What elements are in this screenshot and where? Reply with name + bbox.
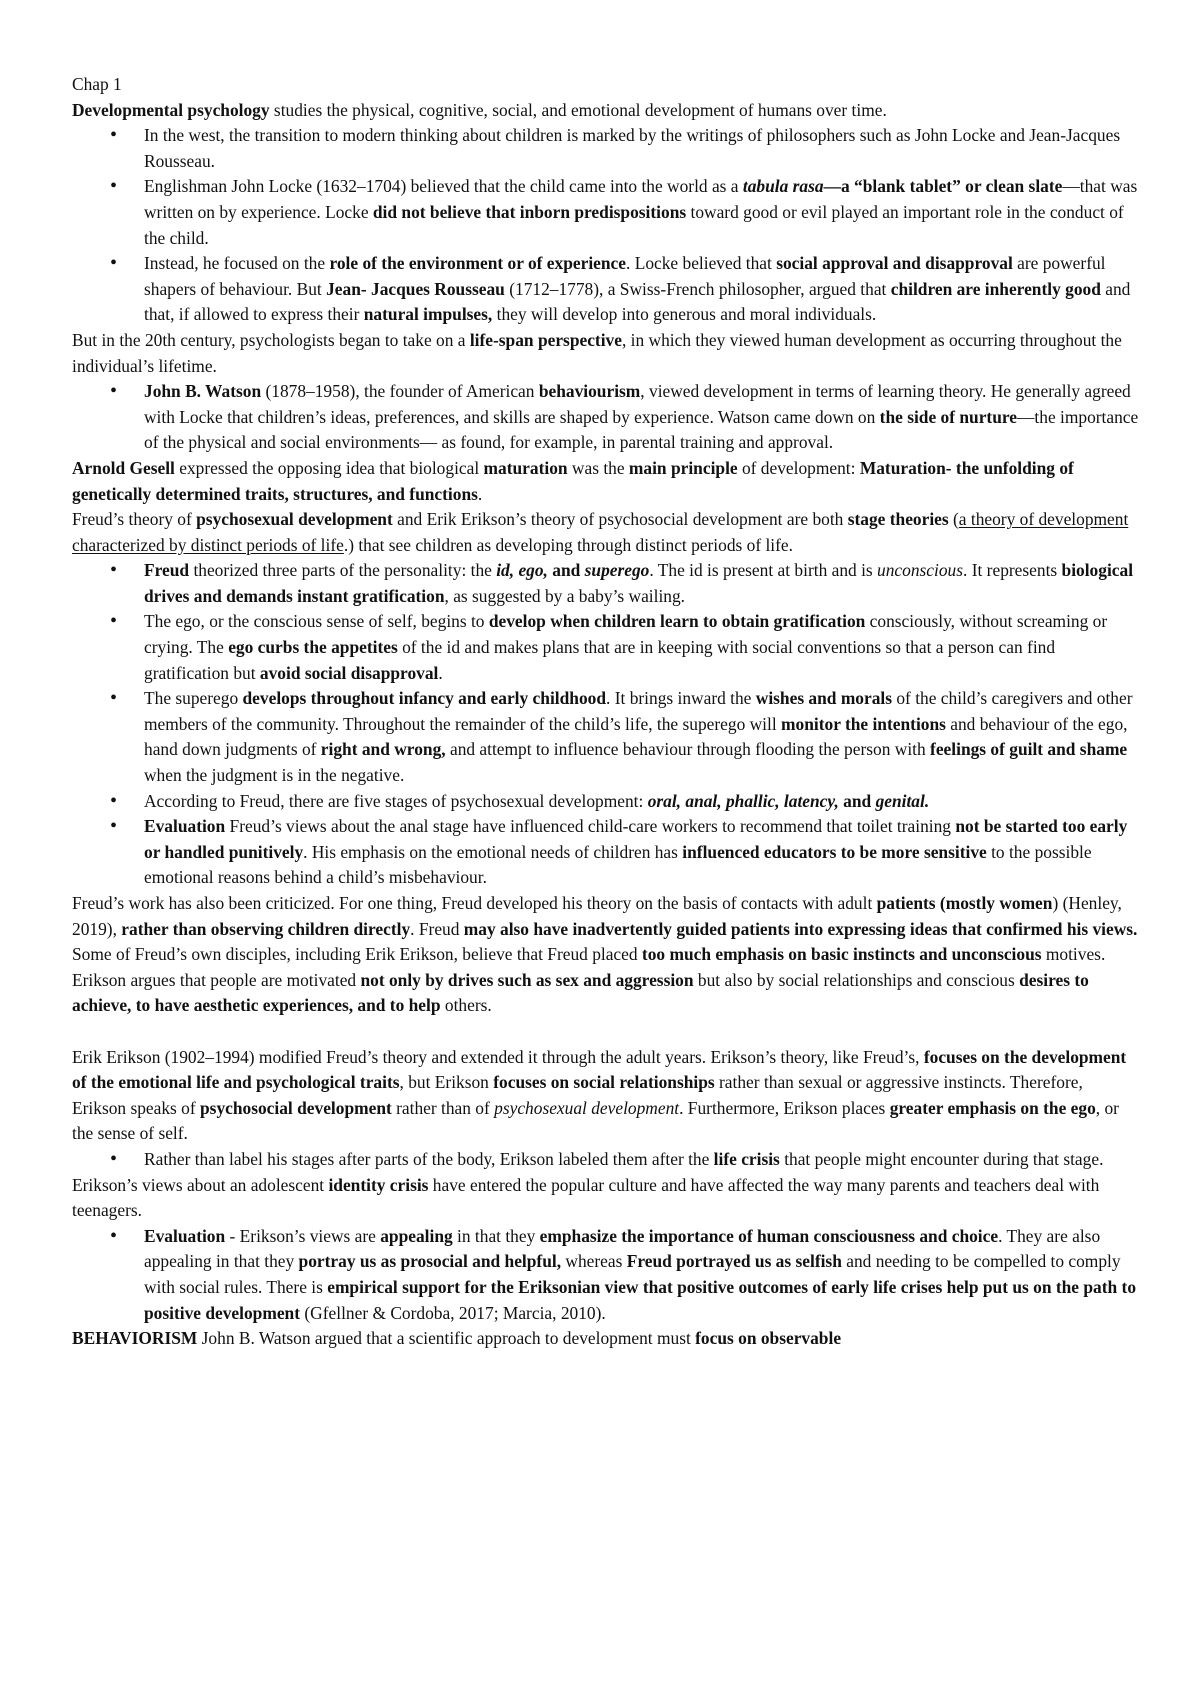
text: whereas [561, 1251, 627, 1272]
bold-text: ego curbs the appetites [228, 637, 398, 658]
bold-text: not only by drives such as sex and aggression [360, 969, 694, 990]
bold-text: the side of nurture [879, 406, 1018, 427]
list-item [72, 123, 1140, 174]
bold-text: focuses on the development of the emotional life and psychological traits [72, 1046, 1127, 1093]
text: —the importance of the physical and social environments— as found, for example, in parental training and approval. [144, 406, 1139, 453]
term-tabula-rasa: tabula rasa [742, 176, 824, 197]
list-item [72, 609, 1140, 686]
list-item [72, 789, 1140, 815]
bold-text: psychosocial development [200, 1097, 392, 1118]
text: of the child’s caregivers and other members of the community. Throughout the remainder of the child’s life, the superego will [144, 688, 1133, 734]
bold-italic-text: genital. [875, 790, 930, 811]
bold-text: emphasize the importance of human consciousness and choice [539, 1225, 999, 1246]
bold-text: stage theories [847, 509, 949, 530]
bold-text: psychosexual development [196, 509, 393, 530]
bold-text: may also have inadvertently guided patients into expressing ideas that confirmed his views. [463, 918, 1138, 939]
bullet-list-philosophers [72, 123, 1140, 328]
list-item [72, 174, 1140, 251]
text: But in the 20th century, psychologists began to take on a [72, 329, 470, 350]
text: —that was written on by experience. Locke [144, 176, 1138, 222]
text: , but Erikson [399, 1072, 494, 1093]
bold-text: and [547, 560, 585, 581]
text: John B. Watson argued that a scientific approach to development must [197, 1328, 696, 1349]
bold-text: identity crisis [328, 1174, 429, 1195]
text: expressed the opposing idea that biological [174, 457, 484, 478]
text: Freud’s work has also been criticized. For one thing, Freud developed his theory on the basis of contacts with adult [72, 893, 877, 913]
bold-text: develop when children learn to obtain gratification [488, 611, 866, 632]
bold-italic-text: superego [584, 560, 650, 581]
bold-text: life-span perspective [469, 329, 622, 350]
text: Instead, he focused on the [144, 253, 330, 274]
bold-text: main principle [628, 457, 738, 478]
text: consciously, without screaming or crying. The [144, 611, 1108, 658]
bold-text: —a “blank tablet” or clean slate [823, 176, 1063, 197]
text: . [477, 483, 483, 504]
text: motives. Erikson argues that people are motivated [72, 944, 1106, 990]
bold-text: Arnold Gesell [72, 457, 175, 478]
list-item [72, 379, 1140, 456]
bullet-list-watson [72, 379, 1140, 456]
bold-text: role of the environment or of experience [329, 253, 626, 274]
bold-text: portray us as prosocial and helpful, [298, 1251, 562, 1272]
term-developmental-psychology: Developmental psychology [72, 99, 270, 120]
text: studies the physical, cognitive, social, and emotional development of humans over time. [269, 99, 887, 120]
text: Rather than label his stages after parts of the body, Erikson labeled them after the [144, 1148, 714, 1169]
text: Englishman John Locke (1632–1704) believed that the child came into the world as a [144, 176, 743, 197]
bold-text: desires to achieve, to have aesthetic experiences, and to help [72, 969, 1089, 1016]
text: Freud’s views about the anal stage have influenced child-care workers to recommend that toilet training [225, 816, 956, 837]
text: and Erik Erikson’s theory of psychosocial development are both [392, 509, 848, 530]
text: to the possible emotional reasons behind a child’s misbehaviour. [144, 841, 1092, 888]
text: rather than of [391, 1097, 495, 1118]
paragraph-gap [72, 1019, 1140, 1045]
paragraph-erikson [72, 1045, 1140, 1147]
bold-text: Jean- Jacques Rousseau [326, 278, 505, 299]
list-item [72, 686, 1140, 788]
bold-text: Freud portrayed us as selfish [626, 1251, 842, 1272]
bold-text: life crisis [713, 1148, 780, 1169]
text: and needing to be compelled to comply with social rules. There is [144, 1251, 1121, 1297]
bold-text: avoid social disapproval [259, 662, 439, 683]
bold-text: patients (mostly women [876, 893, 1053, 913]
paragraph-developmental-psychology [72, 98, 1140, 124]
text: The superego [144, 688, 243, 709]
text: , or the sense of self. [72, 1097, 1119, 1144]
bold-text: not be started too early or handled punitively [144, 816, 1128, 862]
text: in that they [452, 1225, 540, 1246]
list-item [72, 558, 1140, 609]
italic-text: unconscious [877, 560, 964, 581]
paragraph-gesell [72, 456, 1140, 507]
text: of the id and makes plans that are in keeping with social conventions so that a person can find gratification but [144, 637, 1056, 683]
bold-italic-text: id, ego, [496, 560, 548, 581]
text: (1878–1958), the founder of American [261, 381, 539, 402]
paragraph-freud-criticism [72, 891, 1140, 1019]
bullet-list-erikson-evaluation [72, 1224, 1140, 1326]
text: .) that see children as developing through distinct periods of life. [343, 534, 794, 555]
text: ( [948, 509, 959, 530]
text: . His emphasis on the emotional needs of children has [303, 841, 683, 862]
text: and that, if allowed to express their [144, 278, 1131, 325]
bold-text: behaviourism [538, 381, 641, 402]
bold-text: develops throughout infancy and early childhood [242, 688, 607, 709]
bold-text: Maturation- the unfolding of genetically determined traits, structures, and functions [72, 457, 1074, 504]
paragraph-life-span [72, 328, 1140, 379]
text: - Erikson’s views are [225, 1225, 381, 1246]
italic-text: psychosexual development [494, 1097, 680, 1118]
text: Erik Erikson (1902–1994) modified Freud’s theory and extended it through the adult years. Erikson’s theory, like Freud’s, [72, 1046, 924, 1067]
text: but also by social relationships and conscious [693, 969, 1020, 990]
text: and attempt to influence behaviour through flooding the person with [445, 739, 931, 760]
text: (Gfellner & Cordoba, 2017; Marcia, 2010). [300, 1302, 606, 1323]
text: toward good or evil played an important role in the conduct of the child. [144, 201, 1124, 248]
underlined-definition: a theory of development characterized by distinct periods of life [72, 509, 1129, 555]
bold-text: maturation [483, 457, 568, 478]
text: Erikson’s views about an adolescent [72, 1174, 329, 1195]
bold-text: monitor the intentions [781, 713, 946, 734]
text: . Freud [410, 918, 464, 939]
text: . It represents [963, 560, 1062, 581]
text: of development: [737, 457, 860, 478]
list-item [72, 814, 1140, 891]
text: that people might encounter during that stage. [779, 1148, 1104, 1169]
bold-text: wishes and morals [755, 688, 893, 709]
bold-text: influenced educators to be more sensitive [682, 841, 987, 862]
bold-text: children are inherently good [890, 278, 1101, 299]
paragraph-behaviorism [72, 1326, 1140, 1352]
bold-text: too much emphasis on basic instincts and unconscious [641, 944, 1042, 965]
text: others. [440, 995, 492, 1016]
bold-text: Freud [144, 560, 190, 581]
list-item [72, 251, 1140, 328]
text: In the west, the transition to modern thinking about children is marked by the writings of philosophers such as John Locke and Jean-Jacques Rousseau. [144, 125, 1121, 171]
text: According to Freud, there are five stages of psychosexual development: [144, 790, 648, 811]
text: . [438, 662, 443, 683]
text: . It brings inward the [606, 688, 756, 709]
bold-text: greater emphasis on the ego [889, 1097, 1096, 1118]
text: , in which they viewed human development as occurring throughout the individual’s lifetime. [72, 329, 1122, 376]
bold-text: right and wrong, [320, 739, 446, 760]
text: Some of Freud’s own disciples, including Erik Erikson, believe that Freud placed [72, 944, 642, 965]
bold-text: biological drives and demands instant gratification [144, 560, 1134, 606]
bold-text: feelings of guilt and shame [930, 739, 1128, 760]
list-item [72, 1224, 1140, 1326]
text: . They are also appealing in that they [144, 1225, 1101, 1272]
text: was the [567, 457, 629, 478]
text: theorized three parts of the personality: the [189, 560, 497, 581]
bullet-list-erikson-stages [72, 1147, 1140, 1173]
text: when the judgment is in the negative. [144, 765, 405, 786]
bold-text: John B. Watson [144, 381, 262, 402]
bold-text: Evaluation [144, 1225, 226, 1246]
text: . Furthermore, Erikson places [679, 1097, 890, 1118]
bold-text: focuses on social relationships [493, 1072, 715, 1093]
list-item [72, 1147, 1140, 1173]
text: ) (Henley, 2019), [72, 893, 1122, 939]
bold-text: and [838, 790, 876, 811]
bold-text: did not believe that inborn predispositions [372, 201, 687, 222]
text: rather than sexual or aggressive instincts. Therefore, Erikson speaks of [72, 1072, 1083, 1118]
paragraph-stage-theories [72, 507, 1140, 558]
bold-text: BEHAVIORISM [72, 1328, 198, 1349]
text: The ego, or the conscious sense of self, begins to [144, 611, 489, 632]
text: . Locke believed that [626, 253, 777, 274]
text: have entered the popular culture and have affected the way many parents and teachers deal with teenagers. [72, 1174, 1100, 1221]
bold-text: natural impulses, [363, 304, 493, 325]
bold-text: Evaluation [144, 816, 226, 837]
text: (1712–1778), a Swiss-French philosopher, argued that [504, 278, 891, 299]
bold-text: focus on observable [695, 1328, 842, 1349]
bold-text: appealing [380, 1225, 453, 1246]
text: and behaviour of the ego, hand down judgments of [144, 713, 1128, 760]
bullet-list-freud [72, 558, 1140, 891]
text: , viewed development in terms of learning theory. He generally agreed with Locke that children’s ideas, preferences, and skills are shaped by experience. Watson came down on [144, 381, 1131, 427]
text: , as suggested by a baby’s wailing. [444, 585, 686, 606]
text: Freud’s theory of [72, 509, 197, 530]
bold-text: rather than observing children directly [121, 918, 411, 939]
paragraph-identity-crisis [72, 1173, 1140, 1224]
text: are powerful shapers of behaviour. But [144, 253, 1106, 299]
chapter-heading: Chap 1 [72, 74, 122, 94]
text: they will develop into generous and moral individuals. [492, 304, 877, 325]
bold-text: social approval and disapproval [776, 253, 1013, 274]
bold-italic-text: oral, anal, phallic, latency, [647, 790, 839, 811]
bold-text: empirical support for the Eriksonian view that positive outcomes of early life crises help put us on the path to positive development [144, 1276, 1137, 1323]
text: . The id is present at birth and is [649, 560, 878, 581]
